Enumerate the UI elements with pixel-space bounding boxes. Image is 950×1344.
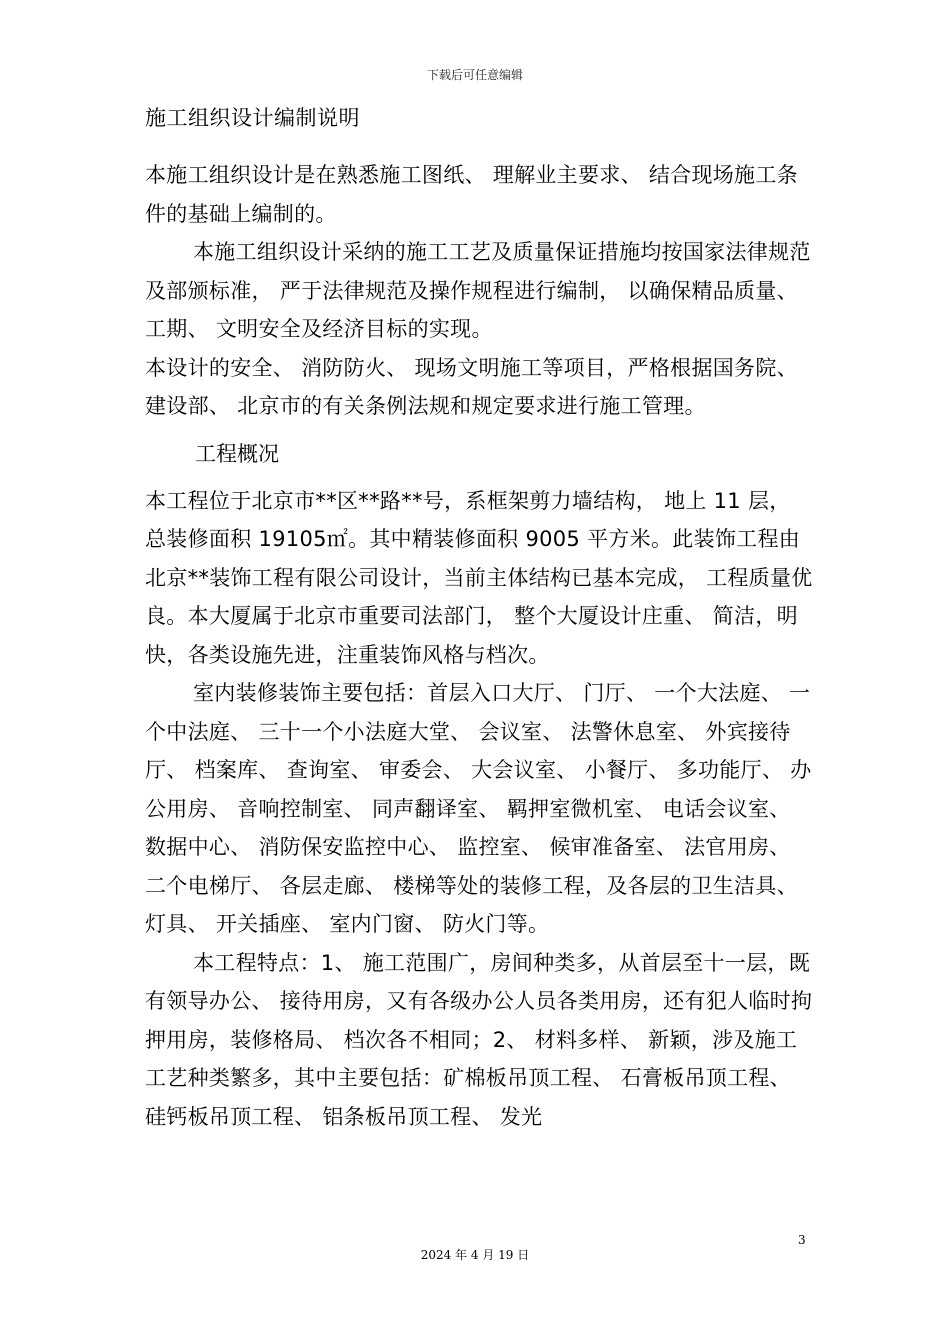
page-number: 3 [798,1233,806,1247]
document-title: 施工组织设计编制说明 [145,106,360,130]
overview-paragraph-1: 本工程位于北京市**区**路**号，系框架剪力墙结构， 地上 11 层， 总装修面积 19105㎡。其中精装修面积 9005 平方米。此装饰工程由北京**装饰工程有限公司设计，当前主体结构已基本完成， 工程质量优良。本大厦属于北京市重要司法部门， 整个大厦设计庄重、 简洁，明快，各类设施先进，注重装饰风格与档次。 [145,488,813,667]
section-heading-overview: 工程概况 [195,441,279,466]
footer-date: 2024 年 4 月 19 日 [420,1248,530,1262]
document-body [145,100,815,1136]
intro-paragraph-2: 本施工组织设计采纳的施工工艺及质量保证措施均按国家法律规范及部颁标准， 严于法律规范及操作规程进行编制， 以确保精品质量、 工期、 文明安全及经济目标的实现。 [145,240,811,341]
overview-paragraph-3: 本工程特点：1、 施工范围广，房间种类多，从首层至十一层，既有领导办公、 接待用房，又有各级办公人员各类用房，还有犯人临时拘押用房，装修格局、 档次各不相同；2、 材料多样、 新颖，涉及施工工艺种类繁多，其中主要包括：矿棉板吊顶工程、 石膏板吊顶工程、 硅钙板吊顶工程、 铝条板吊顶工程、 发光 [145,950,813,1129]
intro-paragraph-3: 本设计的安全、 消防防火、 现场文明施工等项目，严格根据国务院、 建设部、 北京市的有关条例法规和规定要求进行施工管理。 [145,355,798,418]
overview-paragraph-2: 室内装修装饰主要包括：首层入口大厅、 门厅、 一个大法庭、 一个中法庭、 三十一个小法庭大堂、 会议室、 法警休息室、 外宾接待厅、 档案库、 查询室、 审委会、 大会议室、 小餐厅、 多功能厅、 办公用房、 音响控制室、 同声翻译室、 羁押室微机室、 电话会议室、 数据中心、 消防保安监控中心、 监控室、 候审准备室、 法官用房、 二个电梯厅、 各层走廊、 楼梯等处的装修工程，及各层的卫生洁具、 灯具、 开关插座、 室内门窗、 防火门等。 [145,681,812,936]
page-header-note: 下载后可任意编辑 [426,68,523,82]
intro-paragraph-1: 本施工组织设计是在熟悉施工图纸、 理解业主要求、 结合现场施工条件的基础上编制的。 [145,163,798,226]
